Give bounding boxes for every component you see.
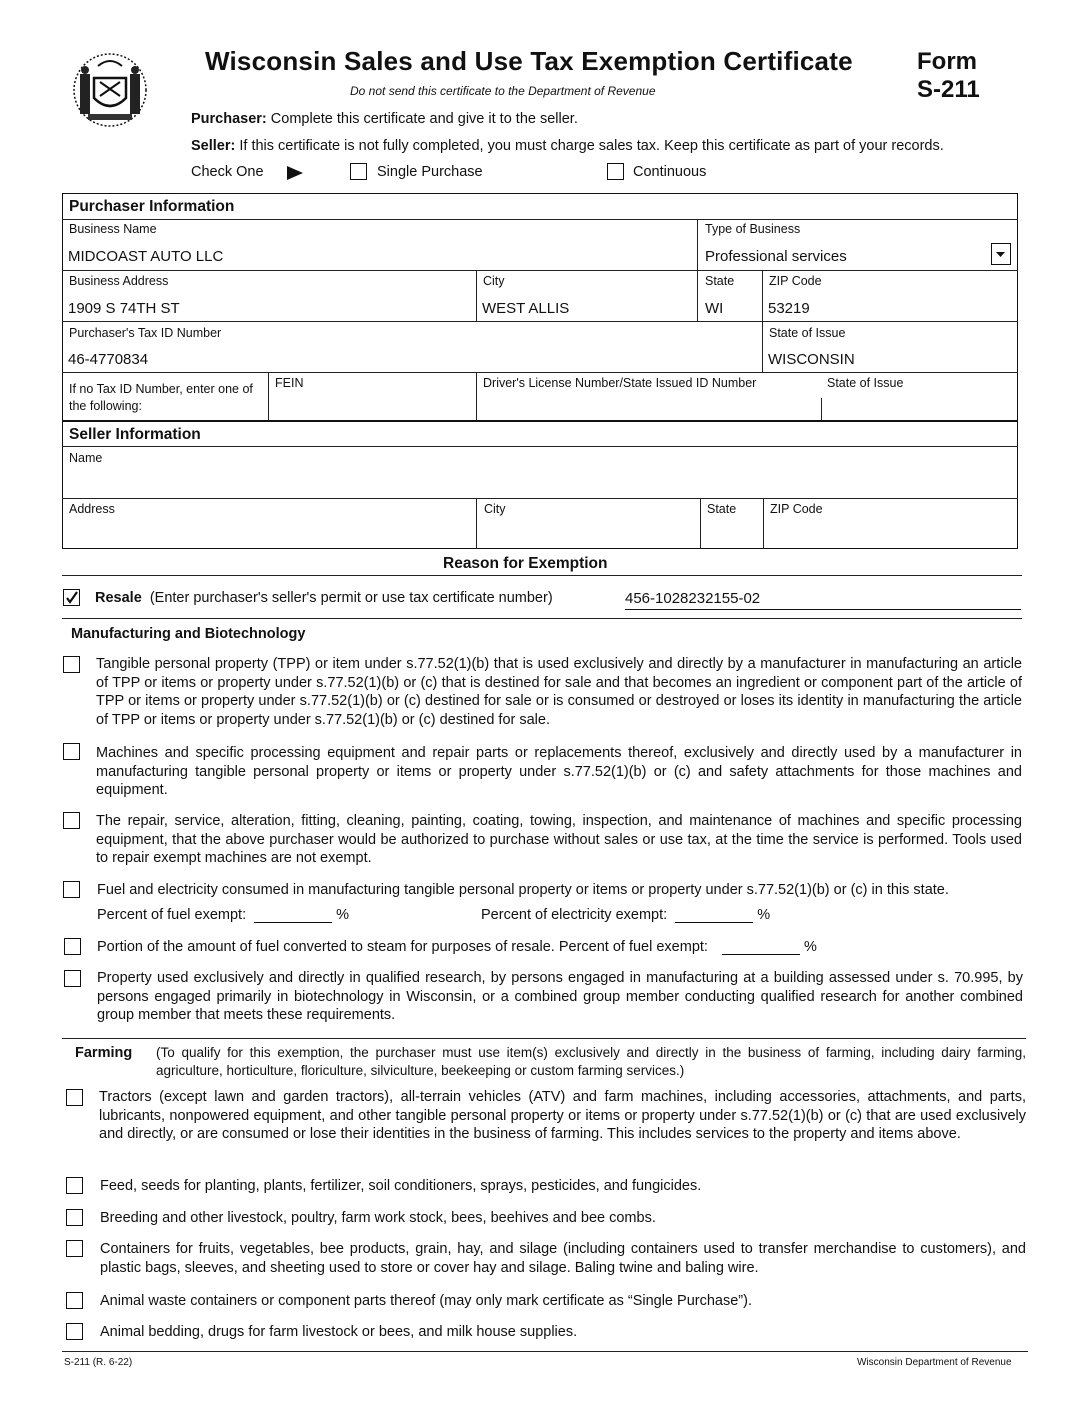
percent-sign: % — [336, 907, 350, 923]
form-label: Form — [917, 48, 977, 75]
mfg-fuel-electricity-checkbox[interactable] — [63, 881, 80, 898]
divider — [700, 498, 701, 549]
checkmark-icon — [64, 590, 79, 605]
type-of-business-label: Type of Business — [705, 222, 801, 236]
mfg-research-text: Property used exclusively and directly in qualified research, by persons engaged in manufacturing at a building assessed under s. 70.995, by persons engaged primarily in biotechnology in Wisconsin, or a combined group member conducting qualified research for another combined group member that meets these requirements. — [97, 970, 1023, 1023]
single-purchase-label: Single Purchase — [377, 164, 483, 180]
farm-tractors-text: Tractors (except lawn and garden tractors), all-terrain vehicles (ATV) and farm machines, including accessories, attachments, and parts, lubricants, nonpowered equipment, and other tangible personal property or items or property under s.77.52(1)(b) or (c) that are used exclusively and directly, or are consumed or lose their identities in the business of farming. This includes services to the property and items above. — [99, 1089, 1026, 1142]
form-number: S-211 — [917, 76, 980, 103]
purchaser-instruction-text: Complete this certificate and give it to the seller. — [270, 111, 578, 127]
divider — [268, 372, 269, 421]
mfg-research-checkbox[interactable] — [64, 970, 81, 987]
seller-section-title: Seller Information — [69, 426, 201, 443]
check-one-label: Check One — [191, 164, 264, 180]
manufacturing-section-title: Manufacturing and Biotechnology — [71, 626, 306, 642]
divider — [697, 270, 1018, 271]
tax-id-label: Purchaser's Tax ID Number — [69, 326, 222, 340]
divider — [62, 321, 1018, 322]
divider — [821, 398, 822, 421]
type-of-business-dropdown-button[interactable] — [991, 243, 1011, 265]
arrow-right-icon — [287, 166, 303, 180]
resale-label: Resale — [95, 590, 142, 606]
electricity-percent-row — [481, 907, 770, 923]
seller-address-label: Address — [69, 502, 115, 516]
divider — [62, 1038, 1026, 1039]
mfg-steam-checkbox[interactable] — [64, 938, 81, 955]
chevron-down-icon — [992, 244, 1009, 263]
farm-containers-text: Containers for fruits, vegetables, bee products, grain, hay, and silage (including containers used to transfer merchandise to customers), and plastic bags, sleeves, and sheeting used to store or cover hay and silage. Baling twine and baling wire. — [100, 1241, 1026, 1276]
seller-zip-field[interactable] — [770, 524, 1010, 544]
seller-name-field[interactable] — [69, 472, 1009, 492]
farm-bedding-text: Animal bedding, drugs for farm livestock or bees, and milk house supplies. — [100, 1324, 578, 1340]
state-of-issue-field[interactable]: WISCONSIN — [768, 351, 855, 368]
farm-animal-waste-text: Animal waste containers or component parts thereof (may only mark certificate as “Single Purchase”). — [100, 1293, 752, 1309]
tax-id-field[interactable]: 46-4770834 — [68, 351, 149, 368]
mfg-repair-checkbox[interactable] — [63, 812, 80, 829]
form-subtitle: Do not send this certificate to the Department of Revenue — [350, 84, 656, 98]
seller-address-field[interactable] — [69, 524, 469, 544]
farming-section-title: Farming — [75, 1045, 133, 1061]
agency-name: Wisconsin Department of Revenue — [857, 1357, 1012, 1368]
state-seal-icon — [70, 46, 150, 128]
mfg-machines-checkbox[interactable] — [63, 743, 80, 760]
resale-checkbox[interactable] — [63, 589, 80, 606]
business-address-field[interactable]: 1909 S 74TH ST — [68, 300, 180, 317]
purchaser-section-title: Purchaser Information — [69, 198, 235, 215]
zip-code-label: ZIP Code — [769, 274, 822, 288]
percent-sign: % — [803, 939, 817, 955]
divider — [62, 372, 1018, 373]
mfg-tpp-text: Tangible personal property (TPP) or item under s.77.52(1)(b) that is used exclusively and directly by a manufacturer in manufacturing an article of TPP or items or property under s.77.52(1)(b) or (c) that is destined for sale and that becomes an ingredient or component part of the article of TPP or items or property under s.77.52(1)(b) or (c) destined for sale or is consumed or destroyed or loses its identity in manufacturing the article of TPP or items or property under s.77.52(1)(b) or (c) destined for sale. — [96, 656, 1022, 728]
form-number-block — [917, 48, 980, 104]
business-address-label: Business Address — [69, 274, 169, 288]
seller-state-field[interactable] — [707, 524, 757, 544]
dl-state-of-issue-field[interactable] — [828, 398, 1013, 416]
business-name-field[interactable]: MIDCOAST AUTO LLC — [68, 248, 224, 265]
type-of-business-select[interactable]: Professional services — [705, 248, 847, 265]
seller-permit-number-field[interactable]: 456-1028232155-02 — [625, 590, 1021, 610]
reason-for-exemption-title: Reason for Exemption — [443, 555, 608, 572]
no-tax-id-label: If no Tax ID Number, enter one of the following: — [69, 382, 253, 413]
farming-intro: (To qualify for this exemption, the purchaser must use item(s) exclusively and directly in the business of farming, including dairy farming, agriculture, horticulture, floriculture, silviculture, beekeeping or custom farming services.) — [156, 1045, 1026, 1078]
purchaser-instruction — [191, 111, 578, 127]
mfg-machines-text: Machines and specific processing equipment and repair parts or replacements thereof, exclusively and directly used by a manufacturer in manufacturing tangible personal property or items or property under s.77.52(1)(b) or (c) and safety attachments for those machines and equipment. — [96, 745, 1022, 798]
state-label: State — [705, 274, 735, 288]
purchaser-instruction-label: Purchaser: — [191, 111, 267, 127]
fuel-percent-field[interactable] — [254, 908, 332, 923]
business-name-label: Business Name — [69, 222, 157, 236]
fein-field[interactable] — [275, 398, 470, 416]
drivers-license-label: Driver's License Number/State Issued ID Number — [483, 376, 757, 390]
seller-instruction-label: Seller: — [191, 138, 236, 154]
seller-city-label: City — [484, 502, 506, 516]
divider — [62, 270, 697, 271]
state-of-issue-label: State of Issue — [769, 326, 846, 340]
percent-sign: % — [757, 907, 771, 923]
fuel-percent-label: Percent of fuel exempt: — [97, 907, 247, 923]
seller-instruction — [191, 138, 944, 154]
seller-state-label: State — [707, 502, 737, 516]
divider — [62, 219, 1018, 220]
farm-feed-checkbox[interactable] — [66, 1177, 83, 1194]
seller-zip-label: ZIP Code — [770, 502, 823, 516]
form-title: Wisconsin Sales and Use Tax Exemption Certificate — [205, 46, 853, 76]
farm-feed-text: Feed, seeds for planting, plants, fertilizer, soil conditioners, sprays, pesticides, and fungicides. — [100, 1178, 702, 1194]
mfg-repair-text: The repair, service, alteration, fitting, cleaning, painting, coating, towing, inspection, and maintenance of machines and specific processing equipment, that the above purchaser would be authorized to purchase without sales or use tax, at the time the service is performed. Tools used to repair exempt machines are not exempt. — [96, 813, 1022, 866]
divider — [62, 498, 1018, 499]
farm-livestock-text: Breeding and other livestock, poultry, farm work stock, bees, beehives and bee combs. — [100, 1210, 656, 1226]
electricity-percent-label: Percent of electricity exempt: — [481, 907, 668, 923]
seller-city-field[interactable] — [484, 524, 694, 544]
footer-divider — [62, 1351, 1028, 1352]
farm-livestock-checkbox[interactable] — [66, 1209, 83, 1226]
divider — [476, 372, 477, 421]
seller-name-label: Name — [69, 451, 103, 465]
electricity-percent-field[interactable] — [675, 908, 753, 923]
state-field[interactable]: WI — [705, 300, 724, 317]
mfg-tpp-checkbox[interactable] — [63, 656, 80, 673]
divider — [62, 446, 1018, 447]
divider — [476, 270, 477, 321]
drivers-license-field[interactable] — [483, 398, 813, 416]
mfg-fuel-electricity-text: Fuel and electricity consumed in manufacturing tangible personal property or items or property under s.77.52(1)(b) or (c) in this state. — [97, 882, 949, 898]
form-revision: S-211 (R. 6-22) — [64, 1357, 133, 1368]
farm-tractors-checkbox[interactable] — [66, 1089, 83, 1106]
city-field[interactable]: WEST ALLIS — [482, 300, 570, 317]
seller-instruction-text: If this certificate is not fully completed, you must charge sales tax. Keep this certificate as part of your records. — [239, 138, 944, 154]
dl-state-of-issue-label: State of Issue — [827, 376, 904, 390]
fein-label: FEIN — [275, 376, 304, 390]
divider — [763, 498, 764, 549]
mfg-steam-text: Portion of the amount of fuel converted to steam for purposes of resale. Percent of fuel exempt: — [97, 939, 708, 955]
fuel-percent-row — [97, 907, 349, 923]
farm-animal-waste-checkbox[interactable] — [66, 1292, 83, 1309]
farm-containers-checkbox[interactable] — [66, 1240, 83, 1257]
resale-text: (Enter purchaser's seller's permit or use tax certificate number) — [149, 590, 553, 606]
continuous-label: Continuous — [633, 164, 707, 180]
zip-code-field[interactable]: 53219 — [768, 300, 810, 317]
resale-option — [95, 590, 553, 606]
mfg-steam-row — [97, 939, 817, 955]
farm-bedding-checkbox[interactable] — [66, 1323, 83, 1340]
divider — [476, 498, 477, 549]
city-label: City — [483, 274, 505, 288]
divider — [62, 575, 1022, 576]
continuous-checkbox[interactable] — [607, 163, 624, 180]
steam-percent-field[interactable] — [722, 940, 800, 955]
divider — [62, 618, 1022, 619]
single-purchase-checkbox[interactable] — [350, 163, 367, 180]
